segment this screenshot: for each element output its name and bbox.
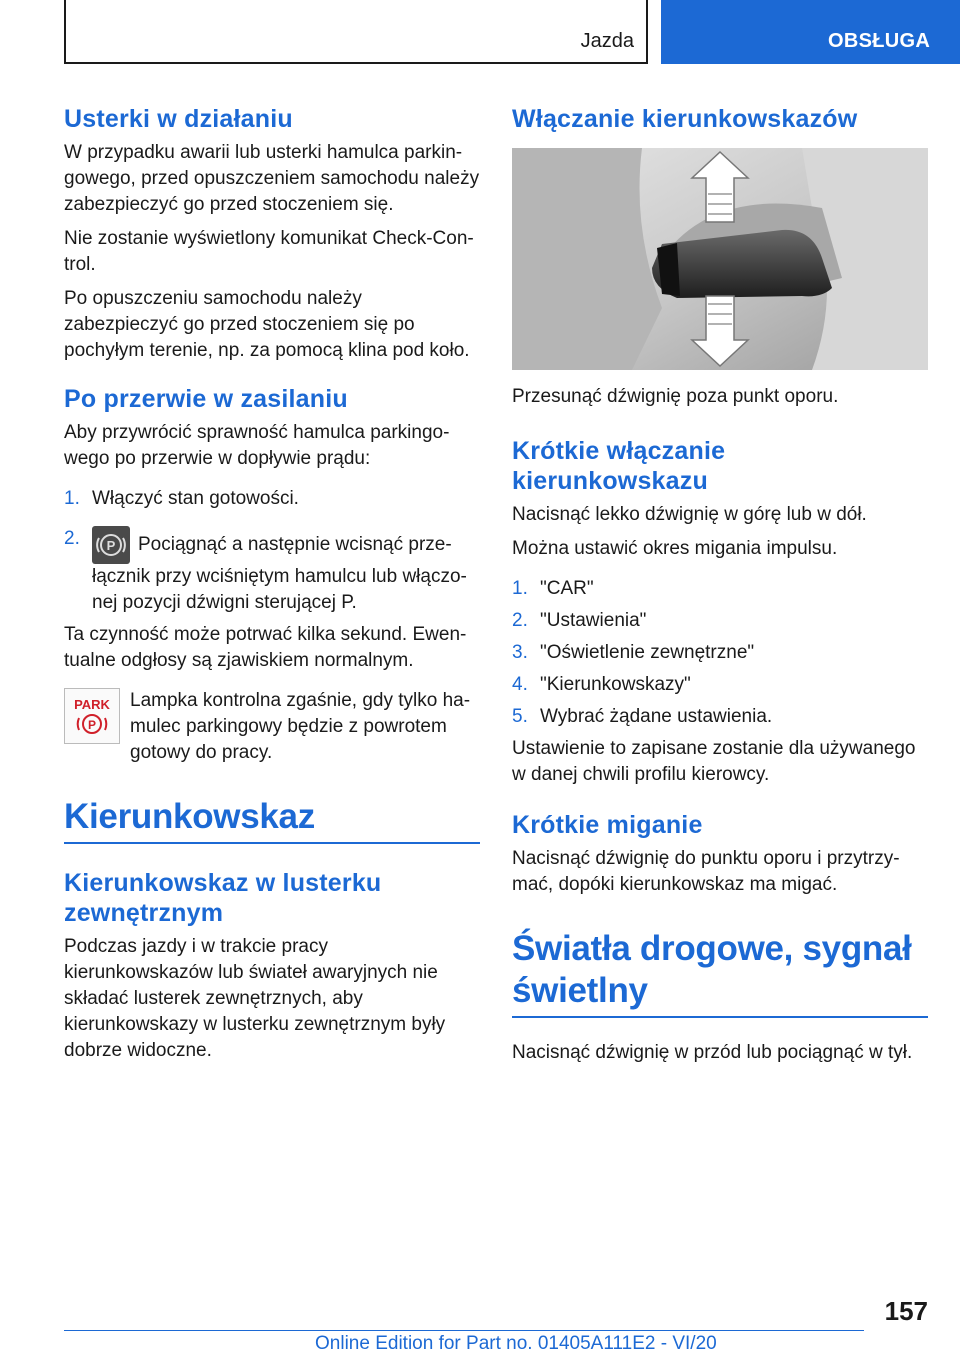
header-box bbox=[64, 0, 648, 64]
park-lamp-icon bbox=[65, 689, 119, 743]
step-text: Pociągnąć a następnie wcisnąć przełącznik przy wciśniętym hamulcu lub włączonej pozycji dźwigni sterującej P. bbox=[92, 534, 467, 613]
paragraph: Po opuszczeniu samochodu należy zabezpieczyć go przed stoczeniem się po pochyłym terenie, np. za pomocą klina pod koło. bbox=[64, 288, 470, 361]
edition-text: Online Edition for Part no. 01405A111E2 - VI/20 bbox=[315, 1333, 717, 1354]
list-item bbox=[64, 526, 480, 616]
step-text: Włączyć stan gotowości. bbox=[92, 488, 299, 509]
list-item bbox=[512, 576, 928, 602]
svg-text:P: P bbox=[106, 538, 116, 553]
step-text: "Ustawienia" bbox=[540, 610, 647, 631]
step-text: "Kierunkowskazy" bbox=[540, 674, 691, 695]
step-number: 1. bbox=[64, 488, 80, 509]
paragraph: Nacisnąć lekko dźwignię w górę lub w dół. bbox=[512, 504, 867, 525]
note-text: Lampka kontrolna zgaśnie, gdy tylko hamulec parkingowy będzie z powrotem gotowy do pracy. bbox=[130, 690, 471, 763]
turn-signal-lever-image bbox=[512, 148, 928, 370]
park-label: PARK bbox=[74, 697, 110, 712]
left-column bbox=[64, 104, 480, 1064]
heading-wlaczanie-kierunkowskazow: Włączanie kierunkowskazów bbox=[512, 105, 858, 133]
image-caption: Przesunąć dźwignię poza punkt oporu. bbox=[512, 386, 839, 407]
section-heading-block bbox=[512, 928, 928, 1018]
heading-usterki: Usterki w działaniu bbox=[64, 105, 293, 133]
paragraph: Ta czynność może potrwać kilka sekund. Ewentualne odgłosy są zjawiskiem normalnym. bbox=[64, 624, 467, 671]
section-heading-block bbox=[64, 796, 480, 844]
step-number: 3. bbox=[512, 642, 528, 663]
parking-brake-symbol-icon bbox=[92, 526, 130, 564]
steps-list bbox=[64, 486, 480, 616]
heading-krotkie-wlaczanie: Krótkie włączanie kierunkowskazu bbox=[512, 437, 726, 495]
step-number: 5. bbox=[512, 706, 528, 727]
header-section-title: Jazda bbox=[580, 30, 634, 52]
right-column bbox=[512, 104, 928, 1066]
heading-kierunkowskaz-lusterko: Kierunkowskaz w lusterku zewnętrznym bbox=[64, 869, 382, 927]
paragraph: Nie zostanie wyświetlony komunikat Check-Control. bbox=[64, 228, 474, 275]
paragraph: W przypadku awarii lub usterki hamulca parkingowego, przed opuszczeniem samochodu należy zabezpieczyć go przed stoczeniem się. bbox=[64, 142, 480, 215]
list-item bbox=[512, 608, 928, 634]
paragraph: Nacisnąć dźwignię do punktu oporu i przytrzymać, dopóki kierunkowskaz ma migać. bbox=[512, 848, 900, 895]
park-indicator-icon bbox=[64, 688, 120, 744]
settings-steps-list bbox=[512, 576, 928, 730]
heading-kierunkowskaz: Kierunkowskaz bbox=[64, 797, 315, 836]
paragraph: Aby przywrócić sprawność hamulca parkingowego po przerwie w dopływie prądu: bbox=[64, 422, 450, 469]
step-text: "CAR" bbox=[540, 578, 594, 599]
paragraph: Nacisnąć dźwignię w przód lub pociągnąć w tył. bbox=[512, 1042, 913, 1063]
paragraph: Można ustawić okres migania impulsu. bbox=[512, 538, 838, 559]
indicator-note bbox=[64, 688, 480, 768]
list-item bbox=[64, 486, 480, 512]
list-item bbox=[512, 672, 928, 698]
heading-krotkie-miganie: Krótkie miganie bbox=[512, 811, 703, 839]
step-number: 4. bbox=[512, 674, 528, 695]
paragraph: Ustawienie to zapisane zostanie dla używanego w danej chwili profilu kierowcy. bbox=[512, 738, 916, 785]
list-item bbox=[512, 704, 928, 730]
lever-illustration-icon bbox=[512, 148, 928, 370]
step-number: 2. bbox=[512, 610, 528, 631]
parking-brake-button-icon bbox=[92, 526, 130, 564]
footer-divider bbox=[64, 1330, 864, 1331]
page-number: 157 bbox=[884, 1296, 928, 1326]
paragraph: Podczas jazdy i w trakcie pracy kierunkowskazów lub świateł awaryjnych nie składać lusterek zewnętrznych, aby kierunkowskazy w lusterku zewnętrznym były dobrze widoczne. bbox=[64, 936, 446, 1061]
heading-przerwa-zasilanie: Po przerwie w zasilaniu bbox=[64, 385, 348, 413]
step-text: Wybrać żądane ustawienia. bbox=[540, 706, 773, 727]
header-tab: OBSŁUGA bbox=[661, 0, 960, 64]
list-item bbox=[512, 640, 928, 666]
step-number: 2. bbox=[64, 528, 80, 549]
step-text: "Oświetlenie zewnętrzne" bbox=[540, 642, 755, 663]
heading-swiatla-drogowe: Światła drogowe, sygnał świetlny bbox=[512, 929, 912, 1010]
step-number: 1. bbox=[512, 578, 528, 599]
svg-text:P: P bbox=[87, 718, 97, 732]
